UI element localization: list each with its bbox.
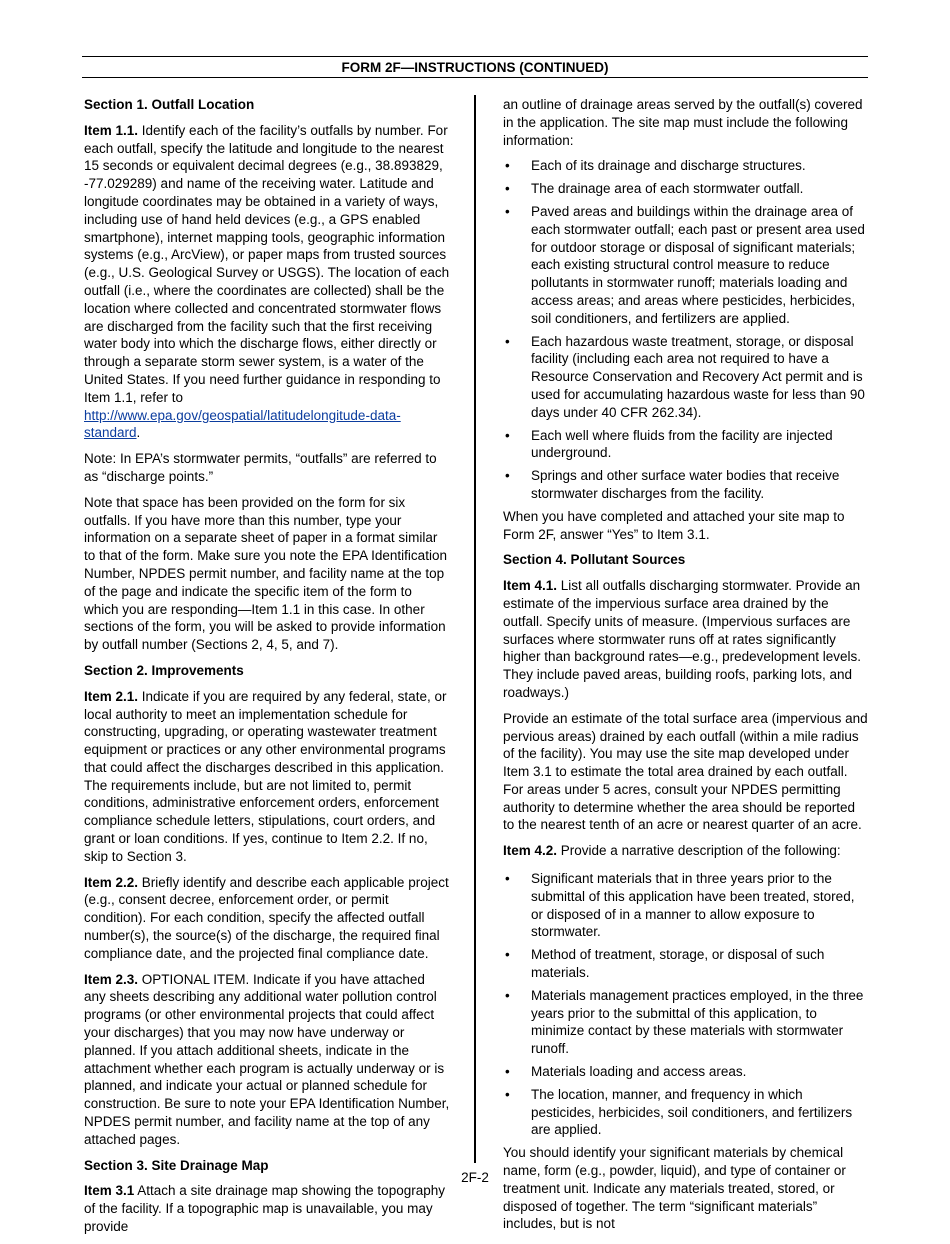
item-4-2-text: Provide a narrative description of the following: xyxy=(557,843,841,859)
item-1-1-end: . xyxy=(136,425,141,441)
item-2-2 xyxy=(84,874,450,963)
column-divider xyxy=(474,95,476,1163)
latlong-standard-link[interactable]: http://www.epa.gov/geospatial/latitudelongitude-data-standard xyxy=(84,407,401,441)
item-2-1-label: Item 2.1. xyxy=(84,688,139,704)
list-item: • Each well where fluids from the facility are injected underground. xyxy=(503,427,869,463)
site-map-completion-note: When you have completed and attached your site map to Form 2F, answer “Yes” to Item 3.1. xyxy=(503,508,845,542)
list-item: • The location, manner, and frequency in which pesticides, herbicides, soil conditioners, and fertilizers are applied. xyxy=(503,1086,869,1139)
list-item: • Significant materials that in three years prior to the submittal of this application have been treated, stored, or disposed of in a manner to allow exposure to stormwater. xyxy=(503,870,869,941)
item-2-2-text: Briefly identify and describe each applicable project (e.g., consent decree, enforcement order, or permit condition). For each condition, specify the affected outfall number(s), the source(s) of the discharge, the required final compliance date, and the projected final compliance date. xyxy=(84,874,449,961)
section-1-heading: Section 1. Outfall Location xyxy=(84,97,255,112)
item-2-3-text: OPTIONAL ITEM. Indicate if you have attached any sheets describing any additional water pollution control programs (or other environmental projects that could affect your discharges) that you may now have underway or planned. If you attach additional sheets, indicate in the attachment whether each program is actually underway or is planned, and indicate your actual or planned schedule for construction. Be sure to note your EPA Identification Number, NPDES permit number, and facility name at the top of any attached pages. xyxy=(84,971,450,1147)
page-number: 2F-2 xyxy=(461,1170,489,1185)
list-item: • The drainage area of each stormwater outfall. xyxy=(503,180,869,198)
narrative-description-list xyxy=(503,870,869,1139)
significant-materials-paragraph: You should identify your significant materials by chemical name, form (e.g., powder, liquid), and type of container or treatment unit. Indicate any materials treated, stored, or disposed of together. The term “significant materials” includes, but is not xyxy=(503,1145,846,1232)
section-3-heading: Section 3. Site Drainage Map xyxy=(84,1157,269,1173)
site-map-intro: an outline of drainage areas served by the outfall(s) covered in the application. The site map must include the following information: xyxy=(503,97,863,148)
header-top-rule xyxy=(82,56,868,57)
item-2-3 xyxy=(84,971,450,1149)
item-1-1-label: Item 1.1. xyxy=(84,122,139,138)
note-discharge-points: Note: In EPA’s stormwater permits, “outfalls” are referred to as “discharge points.” xyxy=(84,451,437,484)
left-column xyxy=(84,96,450,1244)
section-4-heading: Section 4. Pollutant Sources xyxy=(503,552,686,568)
item-2-1-text: Indicate if you are required by any federal, state, or local authority to meet an implementation schedule for constructing, upgrading, or operating wastewater treatment equipment or practices or any other environmental programs that could affect the discharges described in this application. The requirements include, but are not limited to, permit conditions, administrative enforcement orders, enforcement compliance schedule letters, stipulations, court orders, and grant or loan conditions. If yes, continue to Item 2.2. If no, skip to Section 3. xyxy=(84,688,447,864)
site-map-requirements-list xyxy=(503,157,869,502)
item-3-1-text: Attach a site drainage map showing the topography of the facility. If a topographic map is unavailable, you may provide xyxy=(84,1183,445,1235)
item-2-2-label: Item 2.2. xyxy=(84,874,139,890)
item-4-2-label: Item 4.2. xyxy=(503,843,558,859)
list-item: • Method of treatment, storage, or disposal of such materials. xyxy=(503,946,869,982)
item-4-1-label: Item 4.1. xyxy=(503,578,558,594)
item-3-1-label: Item 3.1 xyxy=(84,1183,135,1199)
list-item: • Materials management practices employed, in the three years prior to the submittal of this application, to minimize contact by these materials with stormwater runoff. xyxy=(503,987,869,1058)
list-item: • Materials loading and access areas. xyxy=(503,1063,869,1081)
item-3-1 xyxy=(84,1182,450,1235)
item-4-2 xyxy=(503,842,869,860)
list-item: • Each hazardous waste treatment, storage, or disposal facility (including each area not required to have a Resource Conservation and Recovery Act permit and is used for accumulating hazardous waste for less than 90 days under 40 CFR 262.34). xyxy=(503,333,869,422)
list-item: • Springs and other surface water bodies that receive stormwater discharges from the facility. xyxy=(503,467,869,503)
item-1-1 xyxy=(84,122,450,442)
right-column xyxy=(503,96,869,1241)
total-surface-area-paragraph: Provide an estimate of the total surface area (impervious and pervious areas) drained by each outfall (within a mile radius of the facility). You may use the site map developed under Item 3.1 to estimate the total area drained by each outfall. For areas under 5 acres, consult your NPDES permitting authority to determine whether the area should be reported to the nearest tenth of an acre or nearest quarter of an acre. xyxy=(503,710,868,833)
item-1-1-text: Identify each of the facility’s outfalls by number. For each outfall, specify the latitude and longitude to the nearest 15 seconds or equivalent decimal degrees (e.g., 38.893829, -77.029289) and name of the receiving water. Latitude and longitude coordinates may be obtained in a variety of ways, including use of hand held devices (e.g., a GPS enabled smartphone), internet mapping tools, geographic information systems (e.g., ArcView), or paper maps from trusted sources (e.g., U.S. Geological Survey or USGS). The location of each outfall (i.e., where the coordinates are collected) shall be the location where collected and concentrated stormwater flows are discharged from the facility such that the first receiving water body into which the discharge flows, either directly or through a separate storm sewer system, is a water of the United States. If you need further guidance in responding to Item 1.1, refer to xyxy=(84,122,450,405)
header-bottom-rule xyxy=(82,77,868,78)
list-item: • Each of its drainage and discharge structures. xyxy=(503,157,869,175)
page-title: FORM 2F—INSTRUCTIONS (CONTINUED) xyxy=(341,60,609,75)
note-six-outfalls: Note that space has been provided on the form for six outfalls. If you have more than this number, type your information on a separate sheet of paper in a format similar to that of the form. Make sure you note the EPA Identification Number, NPDES permit number, and facility name at the top of the page and indicate the specific item of the form to which you are responding—Item 1.1 in this case. In other sections of the form, you will be asked to provide information by outfall number (Sections 2, 4, 5, and 7). xyxy=(84,494,447,653)
item-2-3-label: Item 2.3. xyxy=(84,971,139,987)
section-2-heading: Section 2. Improvements xyxy=(84,662,244,678)
item-4-1 xyxy=(503,577,869,702)
list-item: • Paved areas and buildings within the drainage area of each stormwater outfall; each past or present area used for outdoor storage or disposal of significant materials; each existing structural control measure to reduce pollutants in stormwater runoff; materials loading and access areas; and areas where pesticides, herbicides, soil conditioners, and fertilizers are applied. xyxy=(503,203,869,328)
item-4-1-text: List all outfalls discharging stormwater. Provide an estimate of the impervious surface area drained by the outfall. Specify units of measure. (Impervious surfaces are surfaces where stormwater runs off at rates significantly higher than background rates—e.g., predevelopment levels. They include paved areas, building roofs, parking lots, and roadways.) xyxy=(503,578,861,700)
item-2-1 xyxy=(84,688,450,866)
